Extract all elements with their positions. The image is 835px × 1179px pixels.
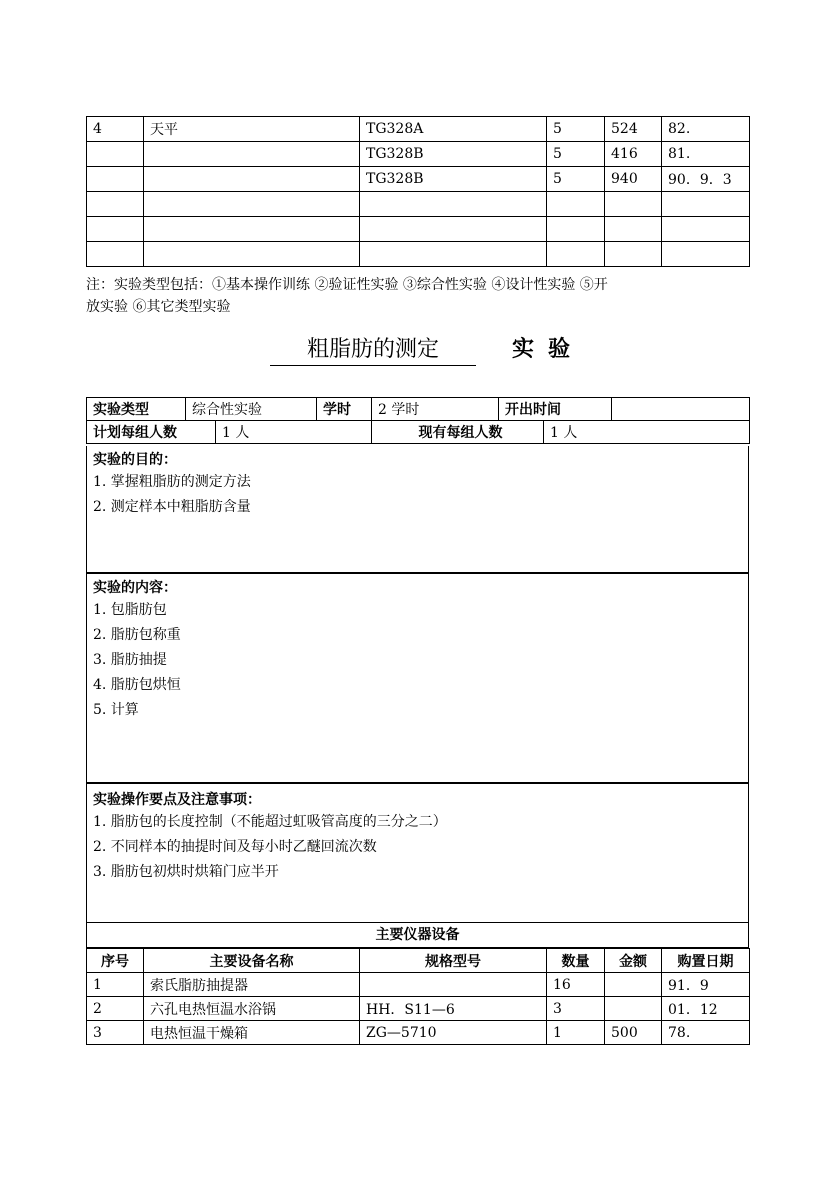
table-cell bbox=[605, 973, 662, 997]
content-list bbox=[93, 598, 748, 723]
table-cell: 81. bbox=[662, 142, 750, 167]
list-item: 5. 计算 bbox=[93, 702, 139, 718]
list-item: 3. 脂肪包初烘时烘箱门应半开 bbox=[93, 864, 279, 880]
table-cell bbox=[360, 973, 547, 997]
table-cell: TG328B bbox=[360, 142, 547, 167]
table-row bbox=[87, 242, 750, 267]
table-cell bbox=[605, 997, 662, 1021]
notes-list bbox=[93, 810, 748, 885]
experiment-type-note bbox=[86, 274, 756, 318]
open-time-value bbox=[612, 398, 750, 421]
table-cell bbox=[360, 217, 547, 242]
type-value: 综合性实验 bbox=[186, 398, 317, 421]
table-row bbox=[87, 167, 750, 192]
content-heading: 实验的内容： bbox=[93, 580, 177, 596]
table-cell: 416 bbox=[605, 142, 662, 167]
table-cell bbox=[87, 242, 144, 267]
equipment-header-row bbox=[87, 949, 750, 973]
table-cell: 3 bbox=[87, 1021, 144, 1045]
purpose-section bbox=[86, 446, 749, 573]
page-title bbox=[270, 332, 690, 372]
table-cell: 940 bbox=[605, 167, 662, 192]
open-time-label: 开出时间 bbox=[499, 398, 612, 421]
table-cell bbox=[87, 217, 144, 242]
table-cell bbox=[87, 142, 144, 167]
table-cell bbox=[662, 217, 750, 242]
table-cell: 524 bbox=[605, 117, 662, 142]
table-cell bbox=[87, 192, 144, 217]
list-item: 1. 掌握粗脂肪的测定方法 bbox=[93, 474, 251, 490]
list-item: 2. 不同样本的抽提时间及每小时乙醚回流次数 bbox=[93, 839, 377, 855]
table-row bbox=[87, 217, 750, 242]
table-cell: 六孔电热恒温水浴锅 bbox=[144, 997, 360, 1021]
table-row bbox=[87, 1021, 750, 1045]
title-suffix: 实验 bbox=[512, 337, 585, 362]
table-cell: 4 bbox=[87, 117, 144, 142]
table-cell: 3 bbox=[547, 997, 605, 1021]
table-cell bbox=[547, 192, 605, 217]
plan-group-label: 计划每组人数 bbox=[87, 421, 216, 444]
table-cell: 金额 bbox=[605, 949, 662, 973]
table-cell: 5 bbox=[547, 167, 605, 192]
table-cell: ZG—5710 bbox=[360, 1021, 547, 1045]
list-item: 2. 测定样本中粗脂肪含量 bbox=[93, 499, 251, 515]
table-row bbox=[87, 973, 750, 997]
equipment-title: 主要仪器设备 bbox=[86, 922, 749, 948]
table-cell bbox=[360, 192, 547, 217]
table-cell bbox=[547, 217, 605, 242]
table-cell bbox=[662, 242, 750, 267]
list-item: 2. 脂肪包称重 bbox=[93, 627, 181, 643]
list-item: 1. 脂肪包的长度控制（不能超过虹吸管高度的三分之二） bbox=[93, 814, 447, 830]
table-cell: 82. bbox=[662, 117, 750, 142]
top-equipment-table bbox=[86, 116, 750, 267]
table-cell bbox=[144, 192, 360, 217]
table-cell: 2 bbox=[87, 997, 144, 1021]
table-row bbox=[87, 117, 750, 142]
table-cell bbox=[87, 167, 144, 192]
table-cell bbox=[144, 242, 360, 267]
table-cell: 78. bbox=[662, 1021, 750, 1045]
plan-group-value: 1 人 bbox=[216, 421, 372, 444]
table-row bbox=[87, 192, 750, 217]
current-group-label: 现有每组人数 bbox=[372, 421, 544, 444]
table-cell: 序号 bbox=[87, 949, 144, 973]
table-cell: 数量 bbox=[547, 949, 605, 973]
table-cell: 91．9 bbox=[662, 973, 750, 997]
table-cell: 规格型号 bbox=[360, 949, 547, 973]
experiment-info-table bbox=[86, 397, 750, 444]
equipment-table bbox=[86, 948, 750, 1045]
table-row bbox=[87, 997, 750, 1021]
table-cell: 01．12 bbox=[662, 997, 750, 1021]
table-row bbox=[87, 142, 750, 167]
table-cell bbox=[144, 217, 360, 242]
current-group-value: 1 人 bbox=[544, 421, 750, 444]
list-item: 4. 脂肪包烘恒 bbox=[93, 677, 181, 693]
table-cell bbox=[605, 242, 662, 267]
hours-value: 2 学时 bbox=[372, 398, 499, 421]
table-cell: 天平 bbox=[144, 117, 360, 142]
table-cell: TG328B bbox=[360, 167, 547, 192]
table-cell: 1 bbox=[87, 973, 144, 997]
purpose-list bbox=[93, 470, 748, 520]
type-label: 实验类型 bbox=[87, 398, 186, 421]
table-cell bbox=[605, 192, 662, 217]
table-cell bbox=[547, 242, 605, 267]
list-item: 3. 脂肪抽提 bbox=[93, 652, 167, 668]
table-cell: 5 bbox=[547, 117, 605, 142]
table-cell bbox=[662, 192, 750, 217]
table-cell: 购置日期 bbox=[662, 949, 750, 973]
content-section bbox=[86, 573, 749, 783]
experiment-name: 粗脂肪的测定 bbox=[270, 332, 476, 366]
table-cell bbox=[144, 167, 360, 192]
table-cell: TG328A bbox=[360, 117, 547, 142]
table-cell bbox=[360, 242, 547, 267]
table-cell: 电热恒温干燥箱 bbox=[144, 1021, 360, 1045]
table-cell: 1 bbox=[547, 1021, 605, 1045]
list-item: 1. 包脂肪包 bbox=[93, 602, 167, 618]
table-cell: 90．9．3 bbox=[662, 167, 750, 192]
table-cell: 500 bbox=[605, 1021, 662, 1045]
table-cell: 索氏脂肪抽提器 bbox=[144, 973, 360, 997]
table-cell: 16 bbox=[547, 973, 605, 997]
table-cell bbox=[144, 142, 360, 167]
table-cell: 主要设备名称 bbox=[144, 949, 360, 973]
notes-heading: 实验操作要点及注意事项： bbox=[93, 792, 261, 808]
notes-section bbox=[86, 783, 749, 923]
note-line-2: 放实验 ⑥其它类型实验 bbox=[86, 299, 231, 315]
table-cell: 5 bbox=[547, 142, 605, 167]
hours-label: 学时 bbox=[317, 398, 372, 421]
purpose-heading: 实验的目的： bbox=[93, 452, 177, 468]
table-cell bbox=[605, 217, 662, 242]
note-line-1: 注：实验类型包括：①基本操作训练 ②验证性实验 ③综合性实验 ④设计性实验 ⑤开 bbox=[86, 277, 608, 293]
table-cell: HH．S11—6 bbox=[360, 997, 547, 1021]
